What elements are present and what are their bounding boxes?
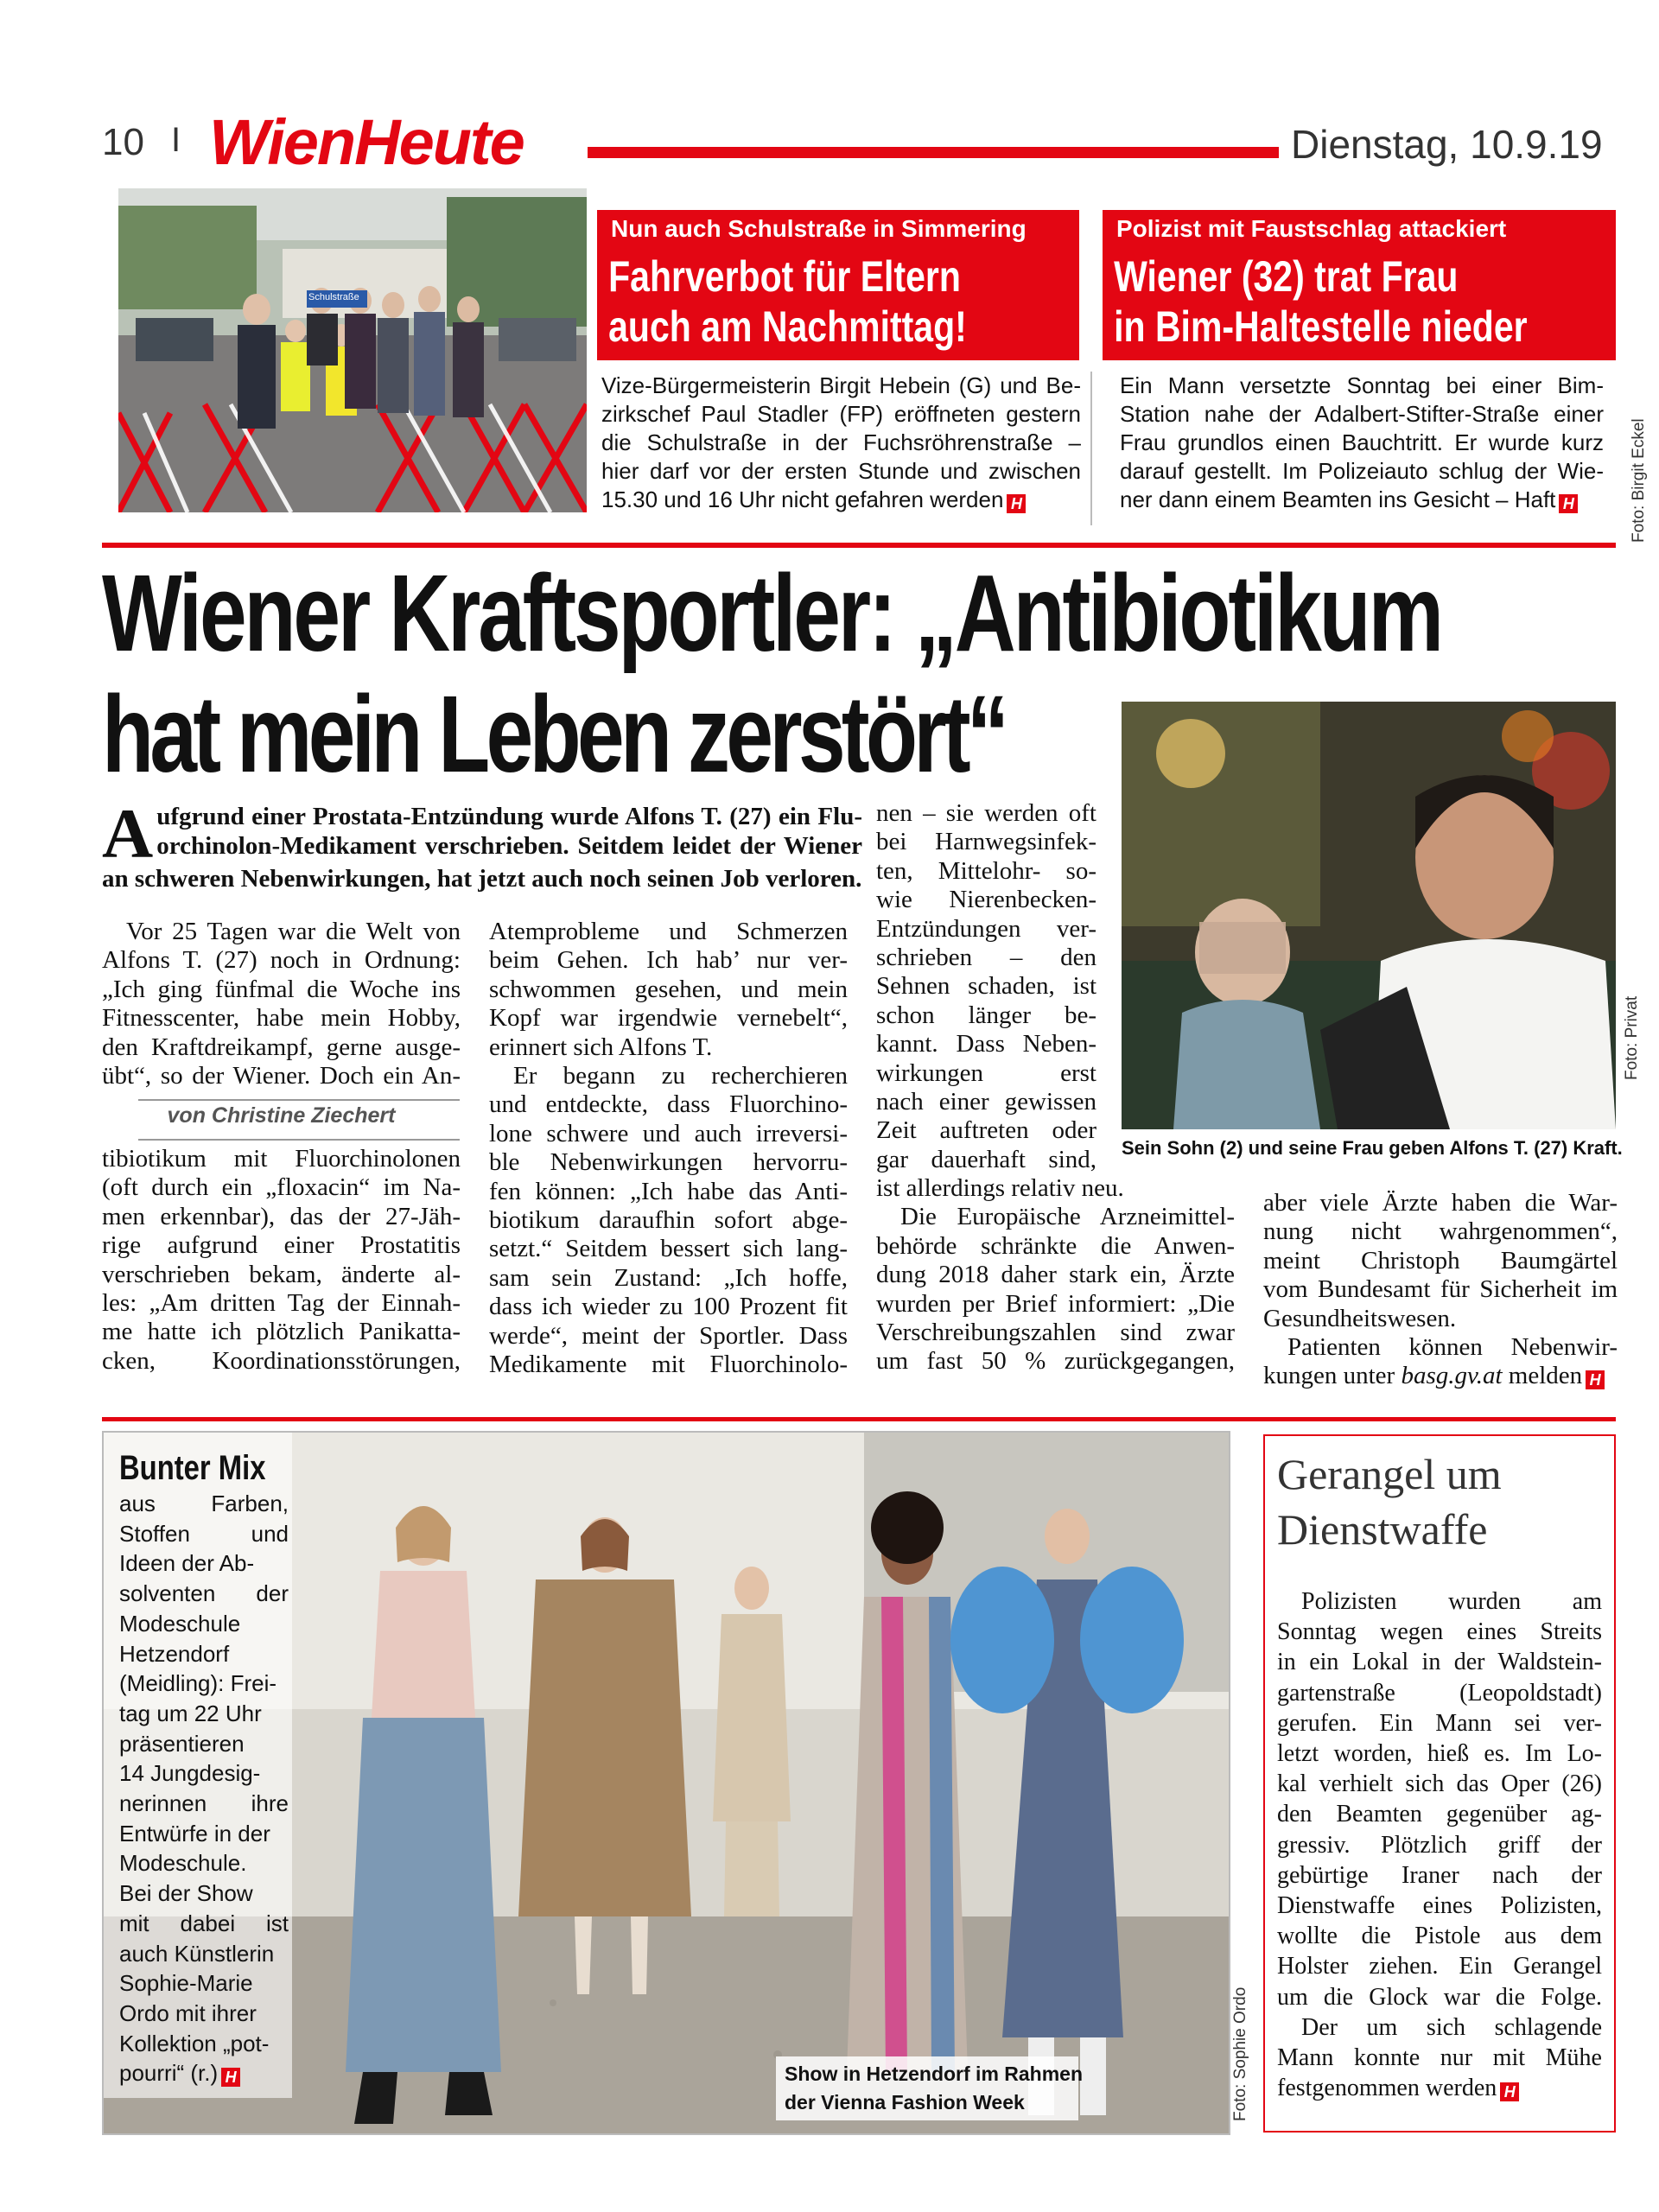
body-line: aber viele Ärzte haben die War- [1263,1189,1618,1217]
gun-line: letzt worden, hieß es. Im Lo- [1277,1740,1602,1768]
body-line: Die Europäische Arzneimittel- [900,1203,1235,1231]
fashion-line: Entwürfe in der [119,1820,270,1847]
gun-line: den Beamten gegenüber ag- [1277,1801,1602,1828]
body-line: tibiotikum mit Fluorchinolonen [102,1145,461,1173]
lead-line: ufgrund einer Prostata-Entzündung wurde Alfons T. (27) ein Flu- [156,803,862,830]
body-line: kungen unter [1263,1362,1402,1390]
body-line: Verschreibungszahlen sind zwar [876,1319,1235,1347]
story1-kicker: Nun auch Schulstraße in Simmering [597,210,1079,248]
story2-text [1120,372,1604,514]
body-line: schon länger be- [876,1001,1096,1029]
fashion-line: (Meidling): Frei- [119,1670,277,1697]
story1-text [601,372,1081,514]
fashion-line: Modeschule. [119,1850,247,1877]
body-line: vom Bundesamt für Sicherheit im [1263,1275,1618,1304]
story1-line: die Schulstraße in der Fuchsröhrenstraße – [601,429,1081,455]
main-col2 [489,918,848,1380]
story1-line: hier darf vor der ersten Stunde und zwischen [601,458,1081,484]
body-line: bei Harnwegsinfek- [876,828,1096,856]
fashion-line: Hetzendorf [119,1640,230,1667]
fashion-caption [785,2060,1083,2117]
main-headline-line1: Wiener Kraftsportler: „Antibiotikum [102,552,1441,674]
body-line: „Ich ging fünfmal die Woche ins [102,975,461,1003]
street-sign: Schulstraße [308,292,359,302]
story2-line: Station nahe der Adalbert-Stifter-Straße einer [1120,401,1604,427]
body-line: lone schwere und auch irreversi- [489,1119,848,1147]
story2-line: darauf gestellt. Im Polizeiauto schlug der Wie- [1120,458,1604,484]
body-line: schwommen gesehen, und mein [489,975,848,1003]
gun-title-line: Gerangel um [1277,1450,1502,1498]
end-mark-icon: H [1586,1370,1605,1389]
lead-line: orchinolon-Medikament verschrieben. Seitdem leidet der Wiener [156,832,862,860]
section-rule-top [102,543,1616,548]
body-line: dung 2018 daher stark ein, Ärzte [876,1261,1235,1289]
fashion-text [119,1489,289,2088]
story2-kicker: Polizist mit Faustschlag attackiert [1103,210,1616,248]
gun-line: in ein Lokal in der Waldstein- [1277,1649,1602,1676]
body-line: werde“, meint der Sportler. Dass [489,1321,848,1350]
story1-headline-line1: Fahrverbot für Eltern [608,252,961,301]
fashion-photo-credit: Foto: Sophie Ordo [1231,1986,1249,2121]
body-line: nung nicht wahrgenommen“, [1263,1217,1618,1246]
story2-headline-line1: Wiener (32) trat Frau [1114,252,1459,301]
body-line: Gesundheitswesen. [1263,1304,1457,1332]
body-line: rige aufgrund einer Prostatitis [102,1231,461,1260]
body-line: den Kraftdreikampf, gerne ausge- [102,1033,461,1061]
body-line: melden [1502,1362,1583,1390]
gun-line: gartenstraße (Leopoldstadt) [1277,1679,1602,1707]
byline-rule-bottom [138,1139,460,1141]
body-line: setzt.“ Seitdem bessert sich lang- [489,1235,848,1263]
gun-line: gressiv. Plötzlich griff der [1277,1831,1602,1859]
fashion-line: Kollektion „pot- [119,2030,270,2056]
body-line: nen – sie werden oft [876,799,1096,827]
gun-line: kal verhielt sich das Oper (26) [1277,1770,1602,1798]
story1-headline-line2: auch am Nachmittag! [608,302,967,351]
end-mark-icon: H [1559,494,1578,513]
school-street-photo [118,188,587,512]
body-line: verschrieben bekam, änderte al- [102,1260,461,1288]
main-lead [102,794,862,893]
issue-date: Dienstag, 10.9.19 [1291,122,1603,167]
story-divider [1090,372,1092,525]
athlete-family-photo [1122,702,1616,1129]
main-col3-wide [876,1174,1235,1376]
brand-wien: Wien [209,106,355,178]
body-line: fen können: „Ich habe das Anti- [489,1177,848,1205]
gun-line: Dienstwaffe eines Polizisten, [1277,1892,1602,1920]
section-rule-bottom [102,1417,1616,1421]
story1-line: zirkschef Paul Stadler (FP) eröffneten gestern [601,401,1081,427]
story1-line: Vize-Bürgermeisterin Birgit Hebein (G) und Be- [601,372,1081,398]
body-line: me hatte ich plötzlich Panikatta- [102,1318,461,1346]
gun-line: wollte die Pistole aus dem [1277,1923,1602,1950]
body-line: Fitnesscenter, habe mein Hobby, [102,1004,461,1033]
brand-logo [209,105,524,179]
fashion-line: Modeschule [119,1610,241,1637]
main-col1-bottom [102,1145,461,1376]
gun-title [1277,1446,1502,1557]
gun-line: festgenommen werden [1277,2075,1497,2102]
fashion-line: tag um 22 Uhr [119,1700,262,1726]
gun-line: Mann konnte nur mit Mühe [1277,2044,1602,2072]
body-line: Er begann zu recherchieren [513,1062,848,1090]
fashion-title: Bunter Mix [119,1449,266,1487]
body-line: cken, Koordinationsstörungen, [102,1346,461,1375]
fashion-line: Ideen der Ab- [119,1550,255,1577]
gun-title-line: Dienstwaffe [1277,1505,1488,1554]
fashion-line: nerinnen ihre [119,1790,289,1817]
body-line: Medikamente mit Fluorchinolo- [489,1351,848,1379]
body-line: meint Christoph Baumgärtel [1263,1246,1618,1274]
body-line: ist allerdings relativ neu. [876,1174,1124,1202]
body-line: kannt. Dass Neben- [876,1030,1096,1058]
fashion-line: aus Farben, [119,1491,289,1516]
body-line: wurden per Brief informiert: „Die [876,1289,1235,1318]
body-line: gar dauerhaft sind, [876,1145,1096,1173]
fashion-line: Bei der Show [119,1880,253,1907]
main-col4 [1263,1189,1618,1391]
body-line: beim Gehen. Ich hab’ nur ver- [489,946,848,975]
body-line: schrieben – den [876,944,1096,972]
story2-line: Ein Mann versetzte Sonntag bei einer Bim- [1120,372,1604,398]
body-line: nach einer gewissen [876,1088,1096,1116]
gun-line: Holster ziehen. Ein Gerangel [1277,1953,1602,1980]
gun-text [1277,1586,1602,2103]
story2-photo-credit: Foto: Birgit Eckel [1630,418,1648,543]
story1-line: 15.30 und 16 Uhr nicht gefahren werden [601,486,1004,512]
body-line: Zeit auftreten oder [876,1116,1096,1145]
body-line: wie Nierenbecken- [876,886,1096,914]
body-line: (oft durch ein „floxacin“ im Na- [102,1173,461,1202]
body-line: sam sein Zustand: „Ich hoffe, [489,1263,848,1292]
body-line: dass ich wieder zu 100 Prozent fit [489,1293,848,1321]
byline: von Christine Ziechert [167,1103,396,1128]
body-line: und entdeckte, dass Fluorchino- [489,1090,848,1119]
fashion-line: pourri“ (r.) [119,2060,219,2087]
body-line: les: „Am dritten Tag der Einnah- [102,1289,461,1318]
fashion-line: solventen der [119,1580,289,1607]
header-separator: I [171,121,181,159]
byline-rule-top [138,1099,460,1101]
main-col1-top [102,918,461,1090]
body-line: Entzündungen ver- [876,914,1096,943]
fashion-line: auch Künstlerin [119,1940,275,1967]
end-mark-icon: H [1007,494,1026,513]
page-number: 10 [102,121,144,163]
body-line: Kopf war irgendwie vernebelt“, [489,1004,848,1033]
header-rule [588,147,1279,158]
fashion-caption-line: Show in Hetzendorf im Rahmen [785,2063,1084,2085]
body-line: biotikum daraufhin sofort abge- [489,1206,848,1235]
body-line: Sehnen schaden, ist [876,972,1096,1001]
gun-line: gebürtige Iraner nach der [1277,1861,1602,1889]
main-headline-line2: hat mein Leben zerstört“ [102,673,1006,795]
main-photo-caption: Sein Sohn (2) und seine Frau geben Alfons T. (27) Kraft. [1122,1137,1623,1159]
website-link[interactable]: basg.gv.at [1401,1362,1503,1390]
body-line: ble Nebenwirkungen hervorru- [489,1148,848,1177]
gun-line: um die Glock war die Folge. [1277,1983,1602,2011]
story2-headline-line2: in Bim-Haltestelle nieder [1114,302,1528,351]
lead-line: an schweren Nebenwirkungen, hat jetzt auch noch seinen Job verloren. [102,865,862,893]
body-line: ten, Mittelohr- so- [876,856,1096,885]
fashion-line: Sophie-Marie [119,1970,253,1997]
body-line: Atemprobleme und Schmerzen [489,918,848,945]
fashion-caption-line: der Vienna Fashion Week [785,2091,1025,2113]
lead-dropcap: A [102,794,154,873]
fashion-line: 14 Jungdesig- [119,1760,261,1787]
body-line: men erkennbar), das der 27-Jäh- [102,1202,461,1230]
fashion-line: Ordo mit ihrer [119,1999,257,2026]
end-mark-icon: H [1500,2082,1519,2101]
main-photo-credit: Foto: Privat [1623,995,1641,1080]
gun-line: Der um sich schlagende [1301,2013,1602,2041]
gun-line: gerufen. Ein Mann sei ver- [1277,1709,1602,1737]
main-col3 [876,799,1096,1174]
body-line: Alfons T. (27) noch in Ordnung: [102,946,461,975]
story2-line: Frau grundlos einen Bauchtritt. Er wurde kurz [1120,429,1604,455]
fashion-line: Stoffen und [119,1520,289,1547]
gun-line: Sonntag wegen eines Streits [1277,1618,1602,1646]
gun-line: Polizisten wurden am [1301,1588,1602,1615]
body-line: wirkungen erst [876,1058,1096,1087]
body-line: Patienten können Nebenwir- [1287,1333,1618,1362]
body-line: übt“, so der Wiener. Doch ein An- [102,1062,461,1090]
fashion-line: präsentieren [119,1730,245,1757]
body-line: Vor 25 Tagen war die Welt von [126,918,461,945]
brand-heute: Heute [354,106,524,178]
fashion-line: mit dabei ist [119,1910,289,1936]
end-mark-icon: H [221,2068,240,2087]
body-line: um fast 50 % zurückgegangen, [876,1347,1235,1376]
body-line: erinnert sich Alfons T. [489,1033,713,1061]
story2-line: ner dann einem Beamten ins Gesicht – Haft [1120,486,1556,512]
body-line: behörde schränkte die Anwen- [876,1231,1235,1260]
